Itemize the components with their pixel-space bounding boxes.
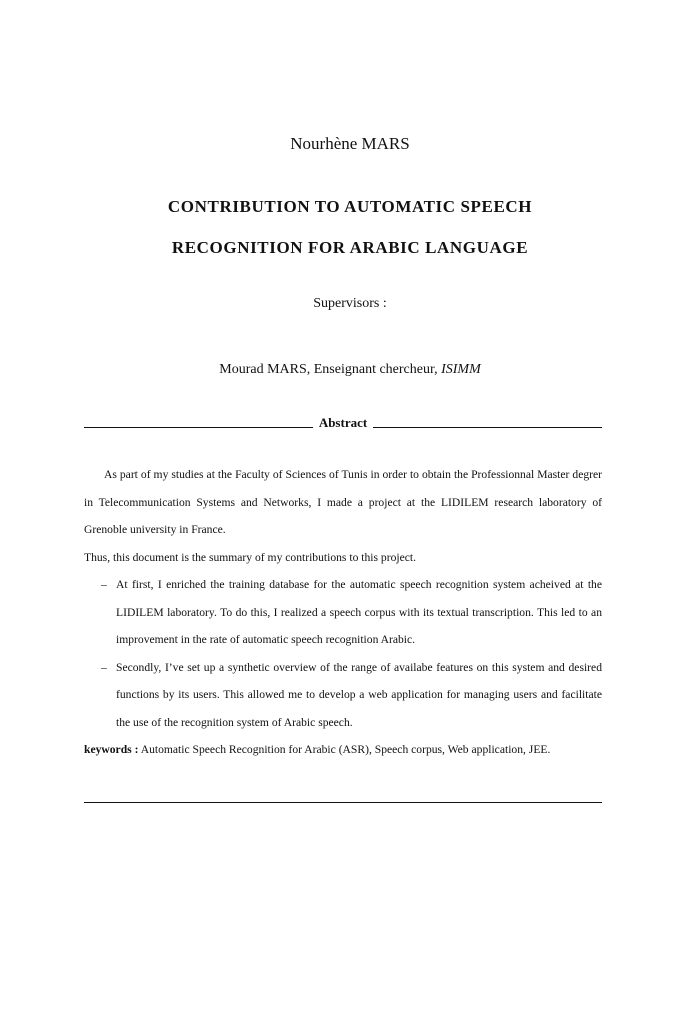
abstract-rule-left: [84, 427, 313, 428]
abstract-heading-label: Abstract: [318, 415, 368, 430]
supervisors-label: Supervisors :: [313, 296, 387, 311]
list-item-text: At first, I enriched the training database for the automatic speech recognition system acheived at the LIDILEM laboratory. To do this, I realized a speech corpus with its textual transcription. This led to an improvement in the rate of automatic speech recognition Arabic.: [116, 578, 602, 646]
abstract-body: [84, 461, 602, 764]
abstract-heading: [84, 413, 602, 433]
list-item-text: Secondly, I’ve set up a synthetic overview of the range of availabe features on this system and desired functions by its users. This allowed me to develop a web application for managing users and facilitate the use of the recognition system of Arabic speech.: [116, 660, 602, 729]
abstract-paragraph-1: As part of my studies at the Faculty of Sciences of Tunis in order to obtain the Professionnal Master degrer in Telecommunication Systems and Networks, I made a project at the LIDILEM research laboratory of Grenoble university in France.: [84, 468, 602, 536]
thesis-title-line-2: RECOGNITION FOR ARABIC LANGUAGE: [171, 238, 529, 257]
keywords-text: Automatic Speech Recognition for Arabic (ASR), Speech corpus, Web application, JEE.: [138, 743, 551, 756]
list-item: [84, 654, 602, 737]
dash-bullet-icon: –: [101, 660, 107, 674]
abstract-rule-right: [373, 427, 602, 428]
thesis-title-line-1: CONTRIBUTION TO AUTOMATIC SPEECH: [167, 197, 533, 216]
dash-bullet-icon: –: [101, 578, 107, 591]
keywords-line: [84, 736, 602, 764]
supervisor-name-role: Mourad MARS, Enseignant chercheur,: [219, 362, 442, 377]
supervisor-institution: ISIMM: [441, 362, 481, 377]
keywords-label: keywords :: [84, 743, 139, 756]
abstract-paragraph-2: Thus, this document is the summary of my contributions to this project.: [84, 550, 416, 564]
supervisor-entry: [0, 362, 700, 378]
contribution-list: [84, 571, 602, 736]
list-item: [84, 571, 602, 654]
author-name: Nourhène MARS: [290, 134, 410, 153]
abstract-bottom-rule: [84, 802, 602, 803]
